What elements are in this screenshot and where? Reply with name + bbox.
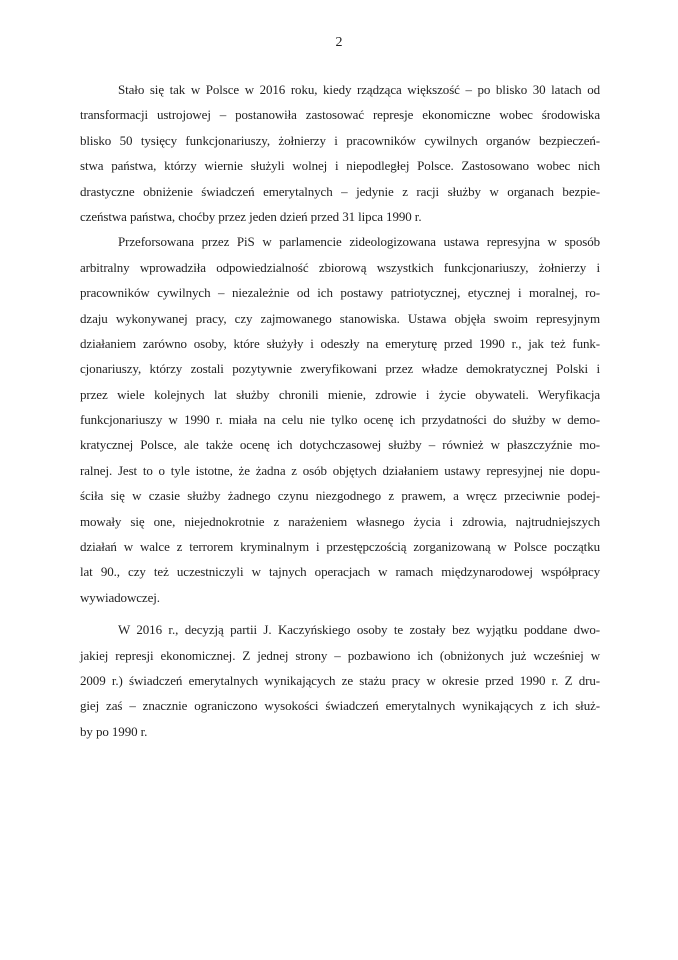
text-line: funkcjonariuszy w 1990 r. miała na celu nie tylko ocenę ich przydatności do służby w demo- bbox=[80, 412, 600, 428]
text-line: pracowników cywilnych – niezależnie od ich postawy patriotycznej, etycznej i moralnej, ro- bbox=[80, 285, 600, 301]
text-line: mowały się one, niejednokrotnie z narażeniem własnego życia i zdrowia, najtrudniejszych bbox=[80, 513, 600, 529]
text-line: kratycznej Polsce, ale także ocenę ich dotychczasowej służby – również w płaszczyźnie mo- bbox=[80, 437, 600, 453]
text-line: dzaju wykonywanej pracy, czy zajmowanego stanowiska. Ustawa objęła swoim represyjnym bbox=[80, 310, 600, 326]
text-line: Przeforsowana przez PiS w parlamencie zideologizowana ustawa represyjna w sposób bbox=[118, 234, 600, 250]
text-line: Stało się tak w Polsce w 2016 roku, kiedy rządząca większość – po blisko 30 latach od bbox=[118, 82, 600, 97]
text-line: stwa państwa, którzy wiernie służyli wolnej i niepodległej Polsce. Zastosowano wobec nich bbox=[80, 158, 600, 174]
text-line: cjonariuszy, którzy zostali pozytywnie zweryfikowani przez władze demokratycznej Polski i bbox=[80, 361, 600, 377]
text-line: giej zaś – znacznie ograniczono wysokości świadczeń emerytalnych wynikających z ich służ- bbox=[80, 698, 600, 714]
text-line: 2009 r.) świadczeń emerytalnych wynikających ze stażu pracy w okresie przed 1990 r. Z dru- bbox=[80, 672, 600, 688]
text-line: działań w walce z terrorem kryminalnym i przestępczością zorganizowaną w Polsce początku bbox=[80, 539, 600, 555]
text-line: działaniem zarówno osoby, które służyły i odeszły na emeryturę przed 1990 r., jak też funk- bbox=[80, 335, 600, 351]
text-line: czeństwa państwa, choćby przez jeden dzień przed 31 lipca 1990 r. bbox=[80, 208, 422, 224]
text-line: lat 90., czy też uczestniczyli w tajnych operacjach w ramach międzynarodowej współpracy bbox=[80, 564, 600, 580]
text-line: jakiej represji ekonomicznej. Z jednej strony – pozbawiono ich (obniżonych już wcześniej w bbox=[80, 647, 600, 663]
document-body bbox=[80, 77, 600, 744]
text-line: blisko 50 tysięcy funkcjonariuszy, żołnierzy i pracowników cywilnych organów bezpieczeń- bbox=[80, 132, 600, 148]
text-line: ralnej. Jest to o tyle istotne, że żadna z osób objętych działaniem ustawy represyjnej nie dopu- bbox=[80, 462, 600, 478]
text-line: przez wiele kolejnych lat służby chronili mienie, zdrowie i życie obywateli. Weryfikacja bbox=[80, 386, 600, 402]
page-number: 2 bbox=[335, 35, 343, 50]
text-line: W 2016 r., decyzją partii J. Kaczyńskiego osoby te zostały bez wyjątku poddane dwo- bbox=[118, 622, 600, 638]
text-line: wywiadowczej. bbox=[80, 589, 160, 605]
text-line: drastyczne obniżenie świadczeń emerytalnych – jedynie z racji służby w organach bezpie- bbox=[80, 183, 600, 199]
text-line: transformacji ustrojowej – postanowiła zastosować represje ekonomiczne wobec środowiska bbox=[80, 107, 600, 123]
paragraph bbox=[80, 77, 600, 229]
text-line: by po 1990 r. bbox=[80, 723, 148, 739]
paragraph bbox=[80, 229, 600, 610]
text-line: arbitralny wprowadziła odpowiedzialność zbiorową wszystkich funkcjonariuszy, żołnierzy i bbox=[80, 259, 600, 275]
paragraph bbox=[80, 617, 600, 744]
text-line: ściła się w czasie służby żadnego czynu niezgodnego z prawem, a wręcz przeciwnie podej- bbox=[80, 488, 600, 504]
